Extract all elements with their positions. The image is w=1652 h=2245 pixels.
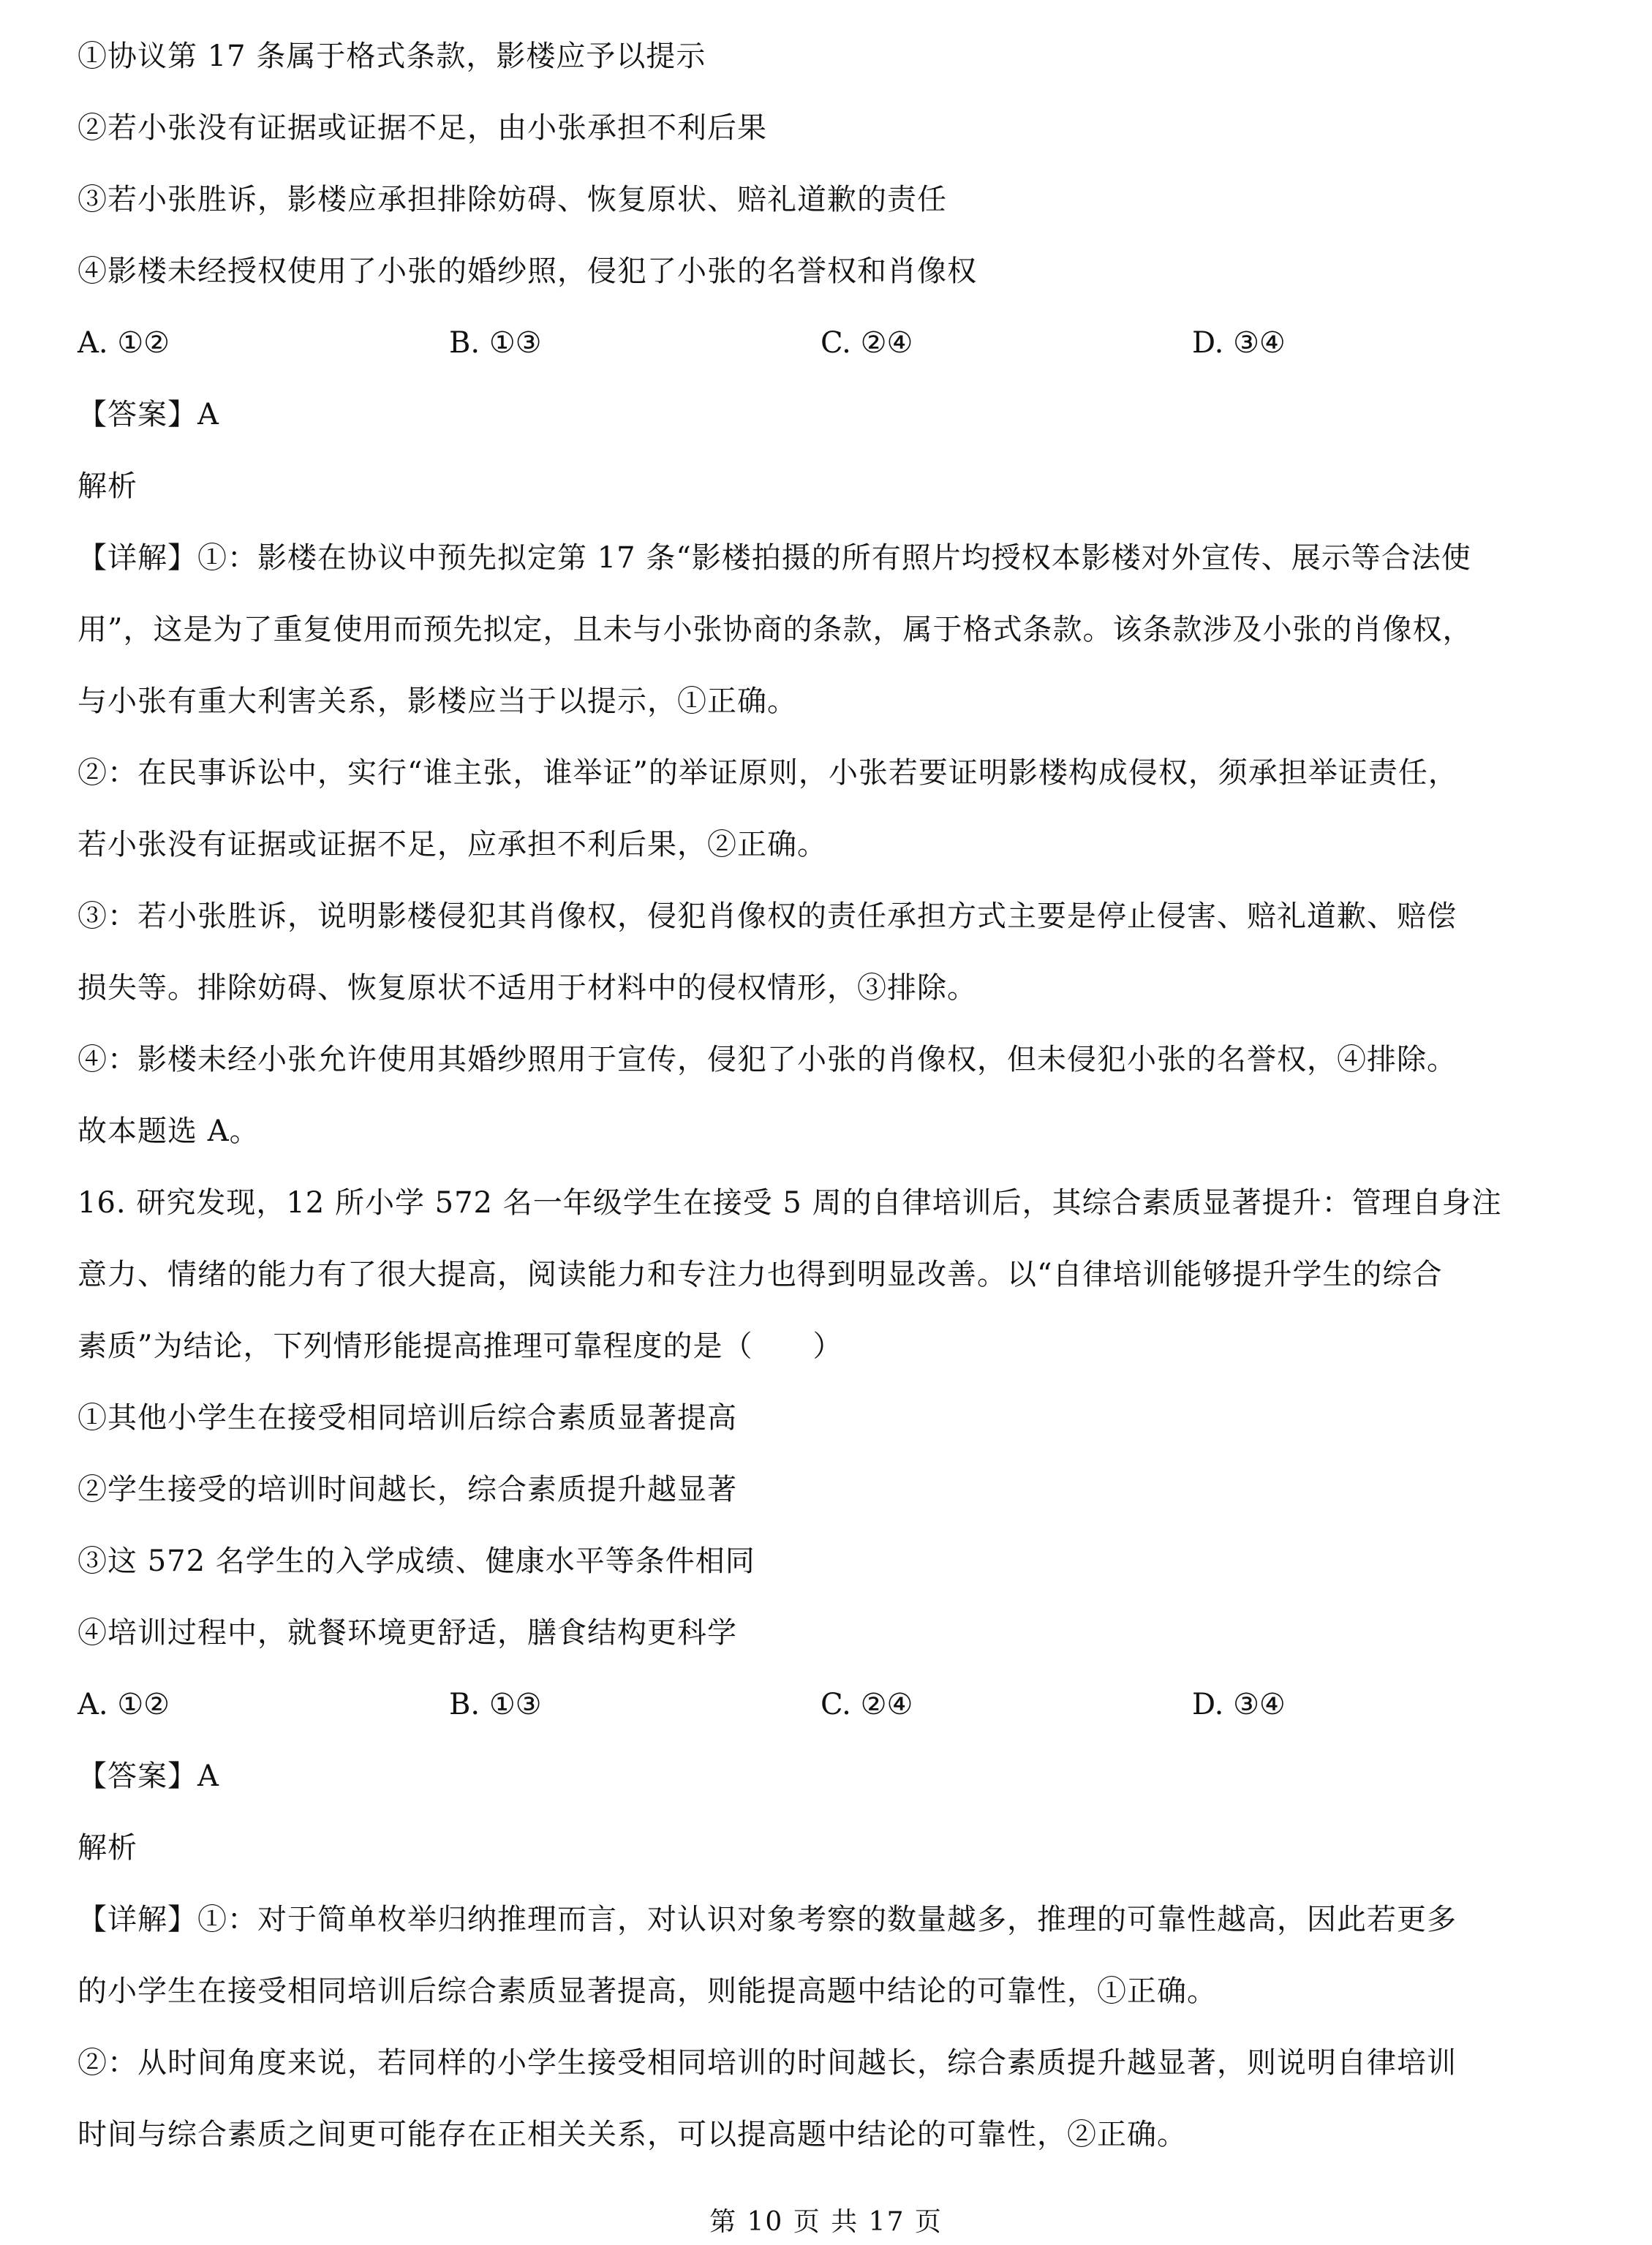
q16-answer: 【答案】A	[78, 1759, 219, 1793]
q16-item-1: ①其他小学生在接受相同培训后综合素质显著提高	[78, 1401, 737, 1435]
q15-item-1: ①协议第 17 条属于格式条款，影楼应予以提示	[78, 39, 706, 73]
q15-analysis-line: ④：影楼未经小张允许使用其婚纱照用于宣传，侵犯了小张的肖像权，但未侵犯小张的名誉权，④排除。	[78, 1043, 1457, 1076]
q16-option-c: C. ②④	[821, 1688, 913, 1721]
q16-stem-line: 意力、情绪的能力有了很大提高，阅读能力和专注力也得到明显改善。以“自律培训能够提升学生的综合	[78, 1258, 1443, 1291]
q16-analysis-line: 【详解】①：对于简单枚举归纳推理而言，对认识对象考察的数量越多，推理的可靠性越高，因此若更多	[78, 1903, 1457, 1936]
q16-analysis-line: 的小学生在接受相同培训后综合素质显著提高，则能提高题中结论的可靠性，①正确。	[78, 1974, 1217, 2008]
q15-analysis-line: 若小张没有证据或证据不足，应承担不利后果，②正确。	[78, 828, 827, 861]
q15-analysis-label: 解析	[78, 469, 137, 503]
q15-items	[78, 20, 1577, 307]
q16-option-b: B. ①③	[449, 1688, 542, 1721]
q16-stem-line: 16. 研究发现，12 所小学 572 名一年级学生在接受 5 周的自律培训后，其综合素质显著提升：管理自身注	[78, 1186, 1502, 1220]
q15-option-b: B. ①③	[449, 326, 542, 360]
q15-option-d: D. ③④	[1192, 326, 1286, 360]
q15-item-3: ③若小张胜诉，影楼应承担排除妨碍、恢复原状、赔礼道歉的责任	[78, 183, 947, 216]
q16-analysis-line: 时间与综合素质之间更可能存在正相关关系，可以提高题中结论的可靠性，②正确。	[78, 2118, 1187, 2151]
q15-analysis-line: 用”，这是为了重复使用而预先拟定，且未与小张协商的条款，属于格式条款。该条款涉及小张的肖像权，	[78, 613, 1473, 646]
q16-item-2: ②学生接受的培训时间越长，综合素质提升越显著	[78, 1473, 737, 1506]
document-page	[78, 20, 1577, 2170]
page-footer: 第 10 页 共 17 页	[709, 2207, 943, 2237]
q15-analysis-line: ③：若小张胜诉，说明影楼侵犯其肖像权，侵犯肖像权的责任承担方式主要是停止侵害、赔礼道歉、赔偿	[78, 899, 1457, 933]
q15-item-4: ④影楼未经授权使用了小张的婚纱照，侵犯了小张的名誉权和肖像权	[78, 254, 977, 288]
q15-analysis-line: 【详解】①：影楼在协议中预先拟定第 17 条“影楼拍摄的所有照片均授权本影楼对外宣传、展示等合法使	[78, 541, 1471, 575]
q16-analysis-line: ②：从时间角度来说，若同样的小学生接受相同培训的时间越长，综合素质提升越显著，则说明自律培训	[78, 2046, 1457, 2080]
q16-analysis-label: 解析	[78, 1831, 137, 1865]
q15-analysis-line: 与小张有重大利害关系，影楼应当于以提示，①正确。	[78, 684, 797, 718]
q15-answer: 【答案】A	[78, 398, 219, 431]
q16-analysis	[78, 1884, 1577, 2170]
q15-option-a: A. ①②	[78, 326, 170, 360]
q15-analysis-line: 故本题选 A。	[78, 1114, 260, 1148]
q16-items	[78, 1382, 1577, 1669]
q16-option-d: D. ③④	[1192, 1688, 1286, 1721]
q16-stem-line: 素质”为结论，下列情形能提高推理可靠程度的是（ ）	[78, 1329, 843, 1363]
q15-item-2: ②若小张没有证据或证据不足，由小张承担不利后果	[78, 111, 767, 145]
q16-item-3: ③这 572 名学生的入学成绩、健康水平等条件相同	[78, 1544, 755, 1578]
q16-options	[78, 1669, 1577, 1740]
q15-analysis	[78, 522, 1577, 1167]
q16-item-4: ④培训过程中，就餐环境更舒适，膳食结构更科学	[78, 1616, 737, 1650]
q16-option-a: A. ①②	[78, 1688, 170, 1721]
q15-analysis-line: 损失等。排除妨碍、恢复原状不适用于材料中的侵权情形，③排除。	[78, 971, 977, 1005]
q15-options	[78, 307, 1577, 379]
q15-analysis-line: ②：在民事诉讼中，实行“谁主张，谁举证”的举证原则，小张若要证明影楼构成侵权，须承担举证责任，	[78, 756, 1458, 790]
q15-option-c: C. ②④	[821, 326, 913, 360]
q16-stem	[78, 1167, 1577, 1382]
